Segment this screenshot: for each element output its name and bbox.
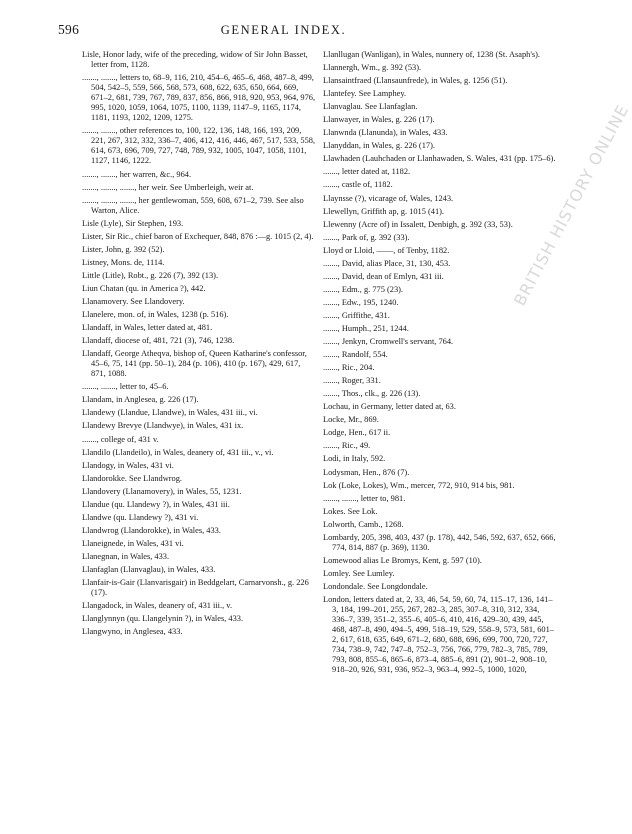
index-entry: Lloyd or Lloid, ——, of Tenby, 1182. (323, 245, 450, 255)
index-entry: ......., Roger, 331. (323, 376, 381, 386)
index-entry: Llandilo (Llandeilo), in Wales, deanery of, 431 iii., v., vi. (82, 447, 274, 457)
index-entry: Llandaff, diocese of, 481, 721 (3), 746, 1238. (82, 336, 235, 346)
page-header (0, 0, 567, 40)
index-entry: Llandwrog (Llandorokke), in Wales, 433. (82, 525, 221, 535)
index-entry: Llanyddan, in Wales, g. 226 (17). (323, 141, 435, 151)
index-entry: ......., Randolf, 554. (323, 350, 388, 360)
index-entry: ......., Jenkyn, Cromwell's servant, 764. (323, 337, 454, 347)
index-entry: Lodysman, Hen., 876 (7). (323, 467, 410, 477)
index-entry: Llewellyn, Griffith ap, g. 1015 (41). (323, 206, 445, 216)
index-entry: Llandam, in Anglesea, g. 226 (17). (82, 395, 199, 405)
left-index-column (82, 50, 317, 640)
index-entry: Llanfaglan (Llanvaglau), in Wales, 433. (82, 564, 216, 574)
index-entry: Llangwyno, in Anglesea, 433. (82, 627, 183, 637)
index-entry: ......., ......., ......., her weir. See Umberleigh, weir at. (82, 182, 254, 192)
index-entry: Llandaff, George Atheqva, bishop of, Queen Katharine's confessor, 45–6, 75, 141 (pp. 50–1), 284 (p. 106), 410 (p. 167), 429, 617, 871, 1088. (82, 349, 307, 379)
index-entry: Llanllugan (Wanligan), in Wales, nunnery of, 1238 (St. Asaph's). (323, 50, 541, 59)
index-entry: Llanwnda (Llanunda), in Wales, 433. (323, 128, 448, 138)
index-entry: Llawhaden (Lauhchaden or Llanhawaden, S. Wales, 431 (pp. 175–6). (323, 154, 556, 164)
right-index-column (323, 50, 558, 678)
index-entry: Listney, Mons. de, 1114. (82, 257, 165, 267)
index-entry: Lisle, Honor lady, wife of the preceding, widow of Sir John Basset, letter from, 1128. (82, 50, 308, 70)
index-entry: Lomewood alias Le Bromys, Kent, g. 597 (10). (323, 555, 482, 565)
index-entry: ......., castle of, 1182. (323, 180, 393, 190)
index-entry: Llannergh, Wm., g. 392 (53). (323, 63, 422, 73)
index-entry: ......., Thos., clk., g. 226 (13). (323, 389, 421, 399)
index-entry: Llanglynnyn (qu. Llangelynin ?), in Wales, 433. (82, 614, 244, 624)
index-entry: Llandwe (qu. Llandewy ?), 431 vi. (82, 512, 199, 522)
index-entry: ......., Ric., 204. (323, 363, 375, 373)
running-title: GENERAL INDEX. (220, 23, 347, 37)
index-entry: ......., Edw., 195, 1240. (323, 297, 399, 307)
index-entry: Llandogy, in Wales, 431 vi. (82, 460, 174, 470)
index-entry: Llandovery (Llanamovery), in Wales, 55, 1231. (82, 486, 242, 496)
index-entry: London, letters dated at, 2, 33, 46, 54, 59, 60, 74, 115–17, 136, 141–3, 184, 199–201, 255, 267, 282–3, 285, 307–8, 310, 312, 334, 336–7, 339, 351–2, 355–6, 405–6, 410, 416, 429–30, 439, 445, 468, 487–8, 490, 494–5, 499, 518–19, 529, 558–9, 573, 581, 601–2, 617, 618, 635, 649, 671–2, 680, 688, 696, 699, 700, 720, 727, 734, 738–9, 742, 747–8, 752–3, 756, 766, 779, 782–3, 785, 789, 793, 808, 855–6, 865–6, 873–4, 885–6, 891 (2), 901–2, 908–10, 918–20, 926, 931, 936, 952–3, 963–4, 992–5, 1000, 1020, (323, 594, 554, 675)
index-entry: Llanwayer, in Wales, g. 226 (17). (323, 115, 435, 125)
index-entry: Lisle (Lyle), Sir Stephen, 193. (82, 218, 184, 228)
index-entry: ......., ......., letter to, 45–6. (82, 382, 169, 392)
index-entry: Llanamovery. See Llandovery. (82, 296, 185, 306)
index-entry: Llanfair-is-Gair (Llanvarisgair) in Beddgelart, Carnarvonsh., g. 226 (17). (82, 578, 309, 598)
index-entry: Llantefey. See Lamphey. (323, 89, 407, 99)
index-entry: Llandue (qu. Llandewy ?), in Wales, 431 iii. (82, 499, 230, 509)
index-entry: ......., Edm., g. 775 (23). (323, 284, 404, 294)
index-entry: Lombardy, 205, 398, 403, 437 (p. 178), 442, 546, 592, 637, 652, 666, 774, 814, 887 (p. 369), 1130. (323, 532, 556, 552)
index-entry: Lokes. See Lok. (323, 506, 378, 516)
index-entry: Llaneignede, in Wales, 431 vi. (82, 538, 184, 548)
index-entry: Lochau, in Germany, letter dated at, 63. (323, 402, 456, 412)
index-entry: Llandewy Brevye (Llandwye), in Wales, 431 ix. (82, 421, 244, 431)
index-entry: Llandewy (Llandue, Llandwe), in Wales, 431 iii., vi. (82, 408, 258, 418)
index-entry: ......., ......., her warren, &c., 964. (82, 169, 192, 179)
index-entry: Llansaintfraed (Llansaunfrede), in Wales, g. 1256 (51). (323, 76, 508, 86)
index-entry: Llaynsse (?), vicarage of, Wales, 1243. (323, 193, 454, 203)
index-entry: Llandorokke. See Llandwrog. (82, 473, 183, 483)
page-number: 596 (58, 22, 80, 37)
watermark: BRITISH HISTORY ONLINE (510, 101, 632, 309)
index-entry: ......., ......., ......., her gentlewoman, 559, 608, 671–2, 739. See also Warton, Alice. (82, 195, 304, 215)
index-entry: ......., Griffithe, 431. (323, 310, 390, 320)
index-entry: Lok (Loke, Lokes), Wm., mercer, 772, 910, 914 bis, 981. (323, 480, 515, 490)
index-entry: ......., ......., letters to, 68–9, 116, 210, 454–6, 465–6, 468, 487–8, 499, 504, 542–5, 559, 566, 568, 573, 608, 622, 635, 650, 664, 669, 671–2, 681, 739, 767, 789, 837, 856, 866, 918, 920, 953, 964, 976, 995, 1020, 1059, 1064, 1075, 1100, 1139, 1147–9, 1165, 1174, 1181, 1193, 1202, 1209, 1275. (82, 73, 316, 123)
index-entry: Little (Litle), Robt., g. 226 (7), 392 (13). (82, 270, 219, 280)
index-entry: ......., David, alias Place, 31, 130, 453. (323, 258, 451, 268)
index-entry: ......., letter dated at, 1182. (323, 167, 411, 177)
index-entry: Lolworth, Camb., 1268. (323, 519, 404, 529)
index-entry: ......., college of, 431 v. (82, 434, 159, 444)
index-entry: Lister, John, g. 392 (52). (82, 244, 165, 254)
index-entry: Liun Chatan (qu. in America ?), 442. (82, 283, 206, 293)
index-entry: Lodi, in Italy, 592. (323, 454, 386, 464)
index-entry: Llewenny (Acre of) in Issalett, Denbigh, g. 392 (33, 53). (323, 219, 513, 229)
index-entry: ......., ......., other references to, 100, 122, 136, 148, 166, 193, 209, 221, 267, 312, 332, 336–7, 406, 412, 416, 446, 467, 517, 533, 558, 614, 673, 696, 709, 727, 748, 789, 932, 1005, 1047, 1058, 1101, 1127, 1146, 1222. (82, 126, 316, 166)
index-entry: ......., Ric., 49. (323, 441, 371, 451)
index-entry: Llandaff, in Wales, letter dated at, 481. (82, 323, 213, 333)
index-entry: Lodge, Hen., 617 ii. (323, 428, 391, 438)
index-entry: Lister, Sir Ric., chief baron of Exchequer, 848, 876 :—g. 1015 (2, 4). (82, 231, 314, 241)
index-entry: Llangadock, in Wales, deanery of, 431 iii., v. (82, 601, 233, 611)
index-entry: ......., ......., letter to, 981. (323, 493, 406, 503)
index-entry: Locke, Mr., 869. (323, 415, 379, 425)
index-entry: Londondale. See Longdondale. (323, 581, 428, 591)
index-entry: Llanelere, mon. of, in Wales, 1238 (p. 516). (82, 310, 229, 320)
index-entry: Llanegnan, in Wales, 433. (82, 551, 170, 561)
index-entry: ......., David, dean of Emlyn, 431 iii. (323, 271, 444, 281)
index-entry: ......., Humph., 251, 1244. (323, 323, 409, 333)
index-entry: Llanvaglau. See Llanfaglan. (323, 102, 418, 112)
index-entry: ......., Park of, g. 392 (33). (323, 232, 410, 242)
index-entry: Lomley. See Lumley. (323, 568, 395, 578)
